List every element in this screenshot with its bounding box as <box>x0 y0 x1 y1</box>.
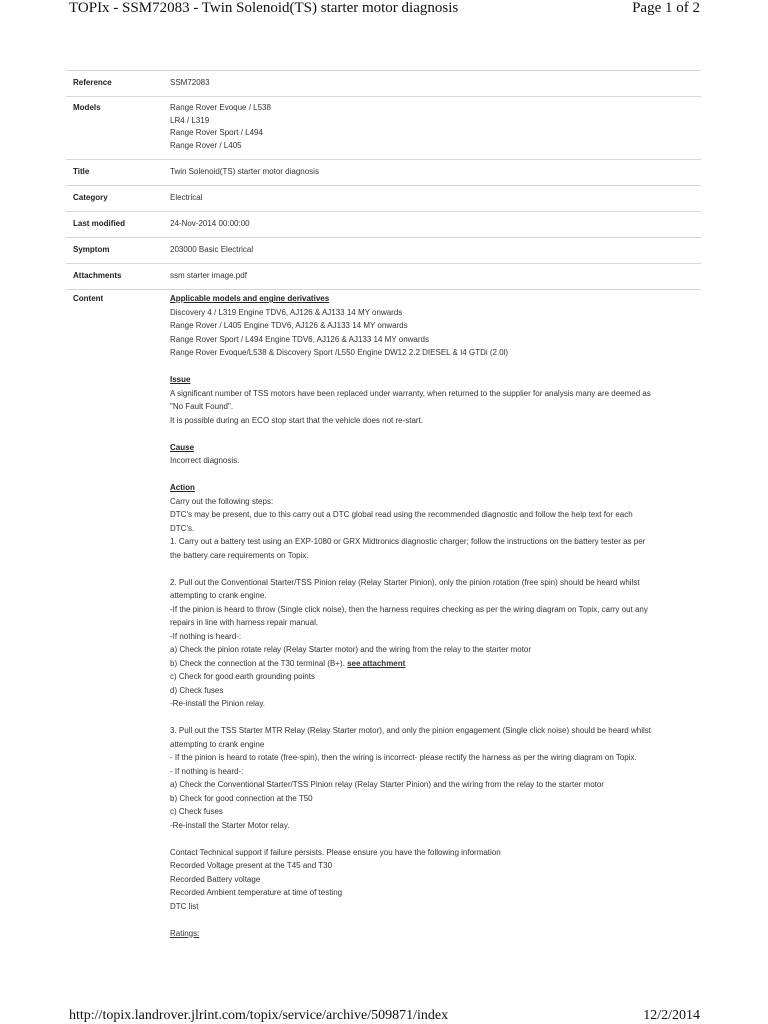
row-title <box>66 160 701 186</box>
applicable-heading: Applicable models and engine derivatives <box>170 294 330 303</box>
action-heading: Action <box>170 483 195 492</box>
applicable-line: Range Rover Evoque/L538 & Discovery Sport /L550 Engine DW12 2.2 DIESEL & I4 GTDi (2.0l) <box>170 348 509 357</box>
step3-line: attempting to crank engine <box>170 739 265 749</box>
step1-line: the battery care requirements on Topix. <box>170 550 309 560</box>
cause-heading: Cause <box>170 442 195 452</box>
issue-line: "No Fault Found". <box>170 402 234 411</box>
metadata-table <box>66 70 701 290</box>
model-item: LR4 / L319 <box>170 115 210 125</box>
last-modified-label: Last modified <box>73 219 126 229</box>
row-attachments <box>66 264 701 290</box>
step3-line: -Re-install the Starter Motor relay. <box>170 820 290 830</box>
see-attachment-link[interactable]: see attachment <box>347 658 406 668</box>
applicable-line: Discovery 4 / L319 Engine TDV6, AJ126 & AJ133 14 MY onwards <box>170 307 403 317</box>
action-line: Carry out the following steps: <box>170 496 274 506</box>
step3-line: - If the pinion is heard to rotate (free-spin), then the wiring is incorrect- please rectify the harness as per the wiring diagram on Topix. <box>170 753 637 762</box>
contact-line: DTC list <box>170 901 199 911</box>
category-value: Electrical <box>170 193 203 203</box>
step3-line: 3. Pull out the TSS Starter MTR Relay (Relay Starter motor), and only the pinion engagement (Single click noise) should be heard whilst <box>170 726 651 735</box>
contact-line: Contact Technical support if failure persists. Please ensure you have the following information <box>170 847 501 857</box>
footer-date: 12/2/2014 <box>643 1008 700 1023</box>
step3-line: a) Check the Conventional Starter/TSS Pinion relay (Relay Starter Pinion) and the wiring from the relay to the starter motor <box>170 780 604 789</box>
ratings-label: Ratings: <box>170 928 200 938</box>
step2-line: d) Check fuses <box>170 685 224 695</box>
document-title: TOPIx - SSM72083 - Twin Solenoid(TS) starter motor diagnosis <box>69 0 459 16</box>
content-body <box>170 292 701 940</box>
title-value: Twin Solenoid(TS) starter motor diagnosis <box>170 167 319 177</box>
step3-line: b) Check for good connection at the T50 <box>170 793 313 803</box>
row-category <box>66 186 701 212</box>
title-label: Title <box>73 167 90 177</box>
issue-line: It is possible during an ECO stop start that the vehicle does not re-start. <box>170 415 424 425</box>
attachments-label: Attachments <box>73 271 122 281</box>
step2-line: 2. Pull out the Conventional Starter/TSS Pinion relay (Relay Starter Pinion), only the pinion rotation (free spin) should be heard whilst <box>170 577 640 587</box>
step2-line: -Re-install the Pinion relay. <box>170 699 266 708</box>
symptom-label: Symptom <box>73 245 110 255</box>
models-label: Models <box>73 103 101 112</box>
last-modified-value: 24-Nov-2014 00:00:00 <box>170 219 250 229</box>
content-label: Content <box>73 294 104 303</box>
step2-line: -If nothing is heard-: <box>170 631 242 641</box>
issue-heading: Issue <box>170 375 191 384</box>
issue-line: A significant number of TSS motors have been replaced under warranty, when returned to the supplier for analysis many are deemed as <box>170 388 651 398</box>
reference-label: Reference <box>73 78 112 88</box>
step2-b-line <box>170 657 701 671</box>
model-item: Range Rover Sport / L494 <box>170 128 263 137</box>
step3-line: c) Check fuses <box>170 807 223 816</box>
model-item: Range Rover / L405 <box>170 140 242 150</box>
content-section <box>66 292 701 940</box>
row-models <box>66 97 701 160</box>
contact-line: Recorded Battery voltage <box>170 874 261 884</box>
step2-b-text: b) Check the connection at the T30 terminal (B+). <box>170 658 348 668</box>
row-last-modified <box>66 212 701 238</box>
attachment-link[interactable]: ssm starter image.pdf <box>170 271 247 281</box>
row-reference <box>66 71 701 97</box>
footer-url: http://topix.landrover.jlrint.com/topix/service/archive/509871/index <box>69 1008 449 1023</box>
step2-line: c) Check for good earth grounding points <box>170 672 315 681</box>
step2-line: attempting to crank engine. <box>170 591 267 600</box>
models-value <box>170 102 271 159</box>
model-item: Range Rover Evoque / L538 <box>170 103 271 112</box>
step3-line: - If nothing is heard-: <box>170 766 244 776</box>
page-number: Page 1 of 2 <box>632 0 700 16</box>
step2-line: repairs in line with harness repair manual. <box>170 618 319 627</box>
contact-line: Recorded Ambient temperature at time of testing <box>170 888 343 897</box>
row-symptom <box>66 238 701 264</box>
step2-line: a) Check the pinion rotate relay (Relay Starter motor) and the wiring from the relay to the starter motor <box>170 645 532 654</box>
applicable-line: Range Rover Sport / L494 Engine TDV6, AJ126 & AJ133 14 MY onwards <box>170 334 429 344</box>
action-line: DTC's. <box>170 523 195 533</box>
symptom-value: 203000 Basic Electrical <box>170 245 254 255</box>
cause-text: Incorrect diagnosis. <box>170 456 240 465</box>
contact-line: Recorded Voltage present at the T45 and T30 <box>170 861 333 870</box>
reference-value: SSM72083 <box>170 78 210 88</box>
category-label: Category <box>73 193 108 203</box>
step1-line: 1. Carry out a battery test using an EXP-1080 or GRX Midtronics diagnostic charger; follow the instructions on the battery tester as per <box>170 537 646 546</box>
applicable-line: Range Rover / L405 Engine TDV6, AJ126 & AJ133 14 MY onwards <box>170 321 408 330</box>
step2-line: -If the pinion is heard to throw (Single click noise), then the harness requires checking as per the wiring diagram on Topix, carry out any <box>170 604 648 614</box>
action-line: DTC's may be present, due to this carry out a DTC global read using the recommended diagnostic and follow the help text for each <box>170 510 633 519</box>
